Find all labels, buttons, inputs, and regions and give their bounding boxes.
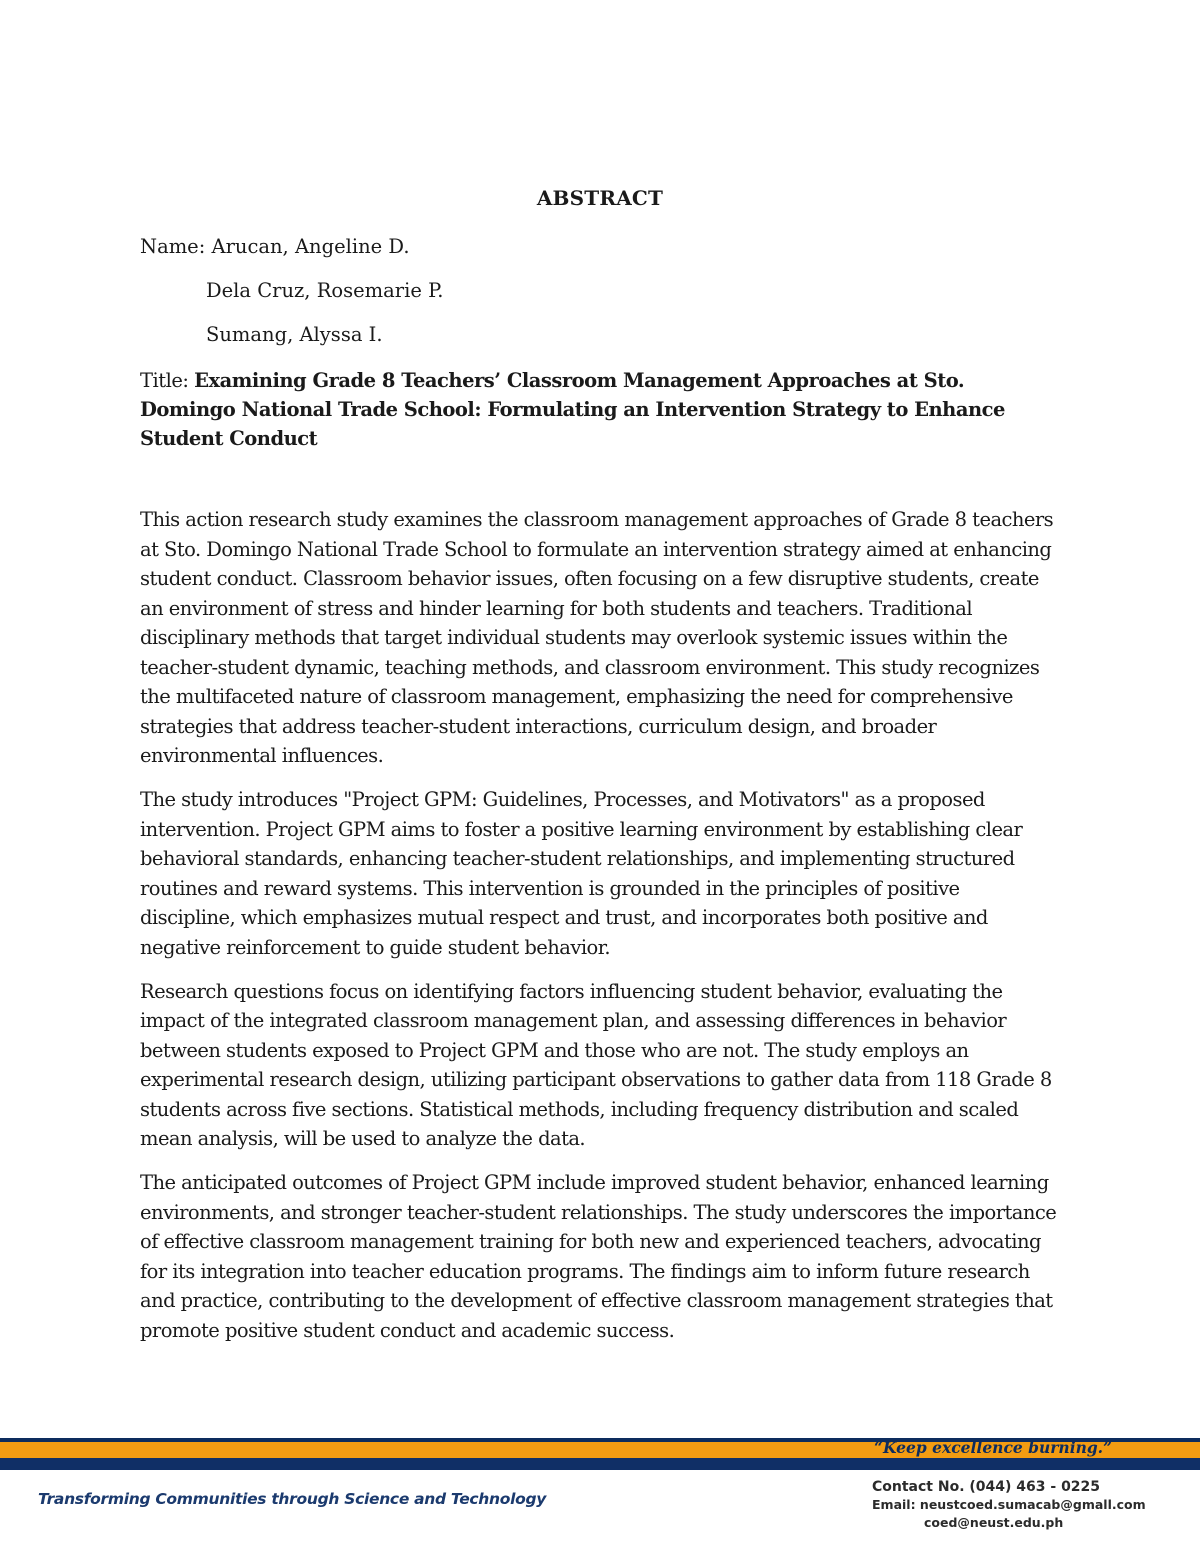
contact-phone: Contact No. (044) 463 - 0225 — [872, 1479, 1101, 1495]
contact-email: Email: neustcoed.sumacab@gmall.com — [872, 1497, 1146, 1512]
footer-tagline: Transforming Communities through Science and Technology — [38, 1490, 547, 1508]
page-footer — [0, 1438, 1200, 1553]
abstract-page — [140, 182, 1060, 1360]
footer-band-navy — [0, 1458, 1200, 1470]
footer-contact — [872, 1478, 1146, 1532]
title-text: Examining Grade 8 Teachers’ Classroom Management Approaches at Sto. Domingo National Trade School: Formulating an Intervention Strategy to Enhance Student Conduct — [140, 369, 1005, 450]
study-title — [140, 366, 1060, 453]
abstract-paragraph-1: This action research study examines the classroom management approaches of Grade 8 teachers at Sto. Domingo National Trade School to formulate an intervention strategy aimed at enhancing student conduct. Classroom behavior issues, often focusing on a few disruptive students, create an environment of stress and hinder learning for both students and teachers. Traditional disciplinary methods that target individual students may overlook systemic issues within the teacher-student dynamic, teaching methods, and classroom environment. This study recognizes the multifaceted nature of classroom management, emphasizing the need for comprehensive strategies that address teacher-student interactions, curriculum design, and broader environmental influences. — [140, 508, 1054, 767]
abstract-paragraph-2: The study introduces "Project GPM: Guidelines, Processes, and Motivators" as a proposed intervention. Project GPM aims to foster a positive learning environment by establishing clear behavioral standards, enhancing teacher-student relationships, and implementing structured routines and reward systems. This intervention is grounded in the principles of positive discipline, which emphasizes mutual respect and trust, and incorporates both positive and negative reinforcement to guide student behavior. — [140, 788, 1023, 959]
footer-motto: “Keep excellence burning.” — [874, 1438, 1112, 1457]
page-title: ABSTRACT — [536, 186, 664, 210]
author-name-primary: Name: Arucan, Angeline D. — [140, 235, 410, 258]
abstract-paragraph-3: Research questions focus on identifying factors influencing student behavior, evaluating the impact of the integrated classroom management plan, and assessing differences in behavior between students exposed to Project GPM and those who are not. The study employs an experimental research design, utilizing participant observations to gather data from 118 Grade 8 students across five sections. Statistical methods, including frequency distribution and scaled mean analysis, will be used to analyze the data. — [140, 979, 1052, 1150]
contact-email-secondary: coed@neust.edu.ph — [924, 1515, 1064, 1530]
abstract-paragraph-4: The anticipated outcomes of Project GPM include improved student behavior, enhanced learning environments, and stronger teacher-student relationships. The study underscores the importance of effective classroom management training for both new and experienced teachers, advocating for its integration into teacher education programs. The findings aim to inform future research and practice, contributing to the development of effective classroom management strategies that promote positive student conduct and academic success. — [140, 1171, 1057, 1342]
author-name-3: Sumang, Alyssa I. — [206, 323, 383, 346]
title-label: Title: — [140, 369, 195, 392]
author-name-2: Dela Cruz, Rosemarie P. — [206, 279, 444, 302]
